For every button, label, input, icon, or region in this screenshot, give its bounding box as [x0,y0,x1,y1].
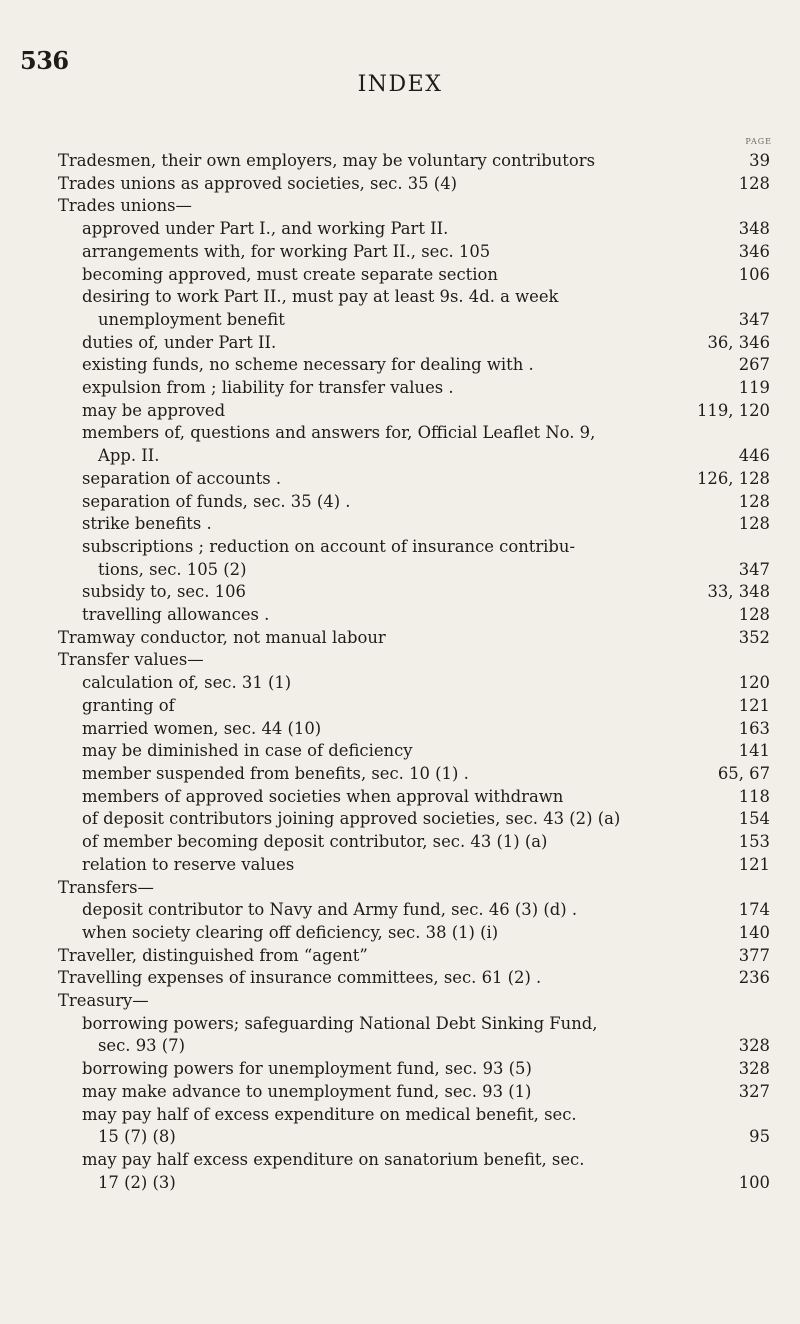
entry-text: calculation of, sec. 31 (1) [82,673,292,693]
entry-text: unemployment benefit [98,309,285,329]
entry-page-ref: 154 [738,809,770,829]
entry-page-ref: 327 [738,1081,770,1101]
entry-page-ref: 118 [738,786,770,806]
entry-page-ref: 347 [738,559,770,579]
entry-text: sec. 93 (7) [98,1036,185,1056]
entry-text: Transfers— [58,877,154,897]
entry-text: members of, questions and answers for, Official Leaflet No. 9, [82,423,596,443]
index-subentry [58,831,770,854]
page-column-label: PAGE [745,137,772,146]
index-subentry [58,1081,770,1104]
index-subentry [58,1104,770,1127]
entry-text: when society clearing off deficiency, sec. 38 (1) (i) [82,922,499,942]
entry-page-ref: 33, 348 [707,582,770,602]
entry-text: may make advance to unemployment fund, sec. 93 (1) [82,1081,532,1101]
index-heading [58,877,770,900]
entry-text: becoming approved, must create separate section [82,264,498,284]
index-subentry [58,536,770,559]
index-heading [58,945,770,968]
entry-text: Trades unions as approved societies, sec. 35 (4) [58,173,458,193]
entry-page-ref: 95 [749,1127,770,1147]
entry-page-ref: 141 [738,741,770,761]
index-subentry [58,491,770,514]
entry-text: borrowing powers for unemployment fund, sec. 93 (5) [82,1059,532,1079]
index-heading [58,195,770,218]
page-number: 536 [20,46,69,75]
index-subentry [58,1058,770,1081]
index-heading [58,627,770,650]
index-subentry [58,1035,770,1058]
entry-page-ref: 100 [738,1172,770,1192]
entry-page-ref: 126, 128 [697,468,770,488]
entry-page-ref: 140 [738,922,770,942]
index-subentry [58,718,770,741]
entry-page-ref: 328 [738,1059,770,1079]
entry-text: deposit contributor to Navy and Army fund, sec. 46 (3) (d) . [82,900,578,920]
index-heading [58,967,770,990]
entry-page-ref: 328 [738,1036,770,1056]
entry-text: relation to reserve values [82,854,295,874]
entry-page-ref: 36, 346 [707,332,770,352]
entry-text: may pay half excess expenditure on sanatorium benefit, sec. [82,1149,585,1169]
entry-page-ref: 446 [738,446,770,466]
index-subentry [58,377,770,400]
entry-text: Tramway conductor, not manual labour [58,627,386,647]
index-subentry [58,786,770,809]
index-subentry [58,513,770,536]
entry-text: Trades unions— [58,196,192,216]
entry-page-ref: 348 [738,219,770,239]
index-heading [58,173,770,196]
entry-page-ref: 128 [738,514,770,534]
index-subentry [58,354,770,377]
index-subentry [58,899,770,922]
entry-page-ref: 346 [738,241,770,261]
index-heading [58,990,770,1013]
index-subentry [58,695,770,718]
index-subentry [58,581,770,604]
entry-text: duties of, under Part II. [82,332,277,352]
index-subentry [58,672,770,695]
entry-text: travelling allowances . [82,605,270,625]
entry-page-ref: 236 [738,968,770,988]
entry-page-ref: 174 [738,900,770,920]
index-subentry [58,445,770,468]
index-entries [58,150,770,1194]
entry-text: may be approved [82,400,226,420]
entry-text: existing funds, no scheme necessary for dealing with . [82,355,534,375]
entry-text: Travelling expenses of insurance committees, sec. 61 (2) . [58,968,542,988]
entry-text: 17 (2) (3) [98,1172,176,1192]
index-subentry [58,808,770,831]
entry-page-ref: 120 [738,673,770,693]
entry-text: subscriptions ; reduction on account of insurance contribu- [82,536,576,556]
index-subentry [58,1126,770,1149]
entry-text: married women, sec. 44 (10) [82,718,322,738]
index-subentry [58,604,770,627]
entry-text: Treasury— [58,991,149,1011]
index-subentry [58,286,770,309]
entry-page-ref: 163 [738,718,770,738]
entry-page-ref: 121 [738,854,770,874]
entry-page-ref: 39 [749,151,770,170]
entry-text: App. II. [98,446,160,466]
entry-page-ref: 153 [738,832,770,852]
index-subentry [58,1149,770,1172]
index-subentry [58,309,770,332]
entry-text: may be diminished in case of deficiency [82,741,413,761]
entry-text: approved under Part I., and working Part II. [82,219,449,239]
index-subentry [58,922,770,945]
index-subentry [58,1172,770,1195]
entry-text: may pay half of excess expenditure on medical benefit, sec. [82,1104,577,1124]
entry-page-ref: 119 [738,378,770,398]
entry-page-ref: 347 [738,309,770,329]
running-head: INDEX [357,72,443,97]
entry-page-ref: 377 [738,945,770,965]
entry-text: granting of [82,695,175,715]
entry-text: of deposit contributors joining approved societies, sec. 43 (2) (a) [82,809,621,829]
entry-page-ref: 128 [738,605,770,625]
entry-page-ref: 128 [738,491,770,511]
entry-text: separation of accounts . [82,468,282,488]
entry-text: borrowing powers; safeguarding National Debt Sinking Fund, [82,1013,598,1033]
entry-text: members of approved societies when approval withdrawn [82,786,564,806]
entry-page-ref: 352 [738,627,770,647]
entry-text: 15 (7) (8) [98,1127,176,1147]
index-subentry [58,218,770,241]
entry-text: member suspended from benefits, sec. 10 (1) . [82,763,469,783]
entry-text: of member becoming deposit contributor, sec. 43 (1) (a) [82,832,548,852]
entry-page-ref: 106 [738,264,770,284]
entry-text: separation of funds, sec. 35 (4) . [82,491,351,511]
index-subentry [58,854,770,877]
entry-text: Tradesmen, their own employers, may be voluntary contributors [58,151,595,170]
index-subentry [58,400,770,423]
entry-text: arrangements with, for working Part II., sec. 105 [82,241,491,261]
index-subentry [58,468,770,491]
entry-text: desiring to work Part II., must pay at least 9s. 4d. a week [82,287,559,307]
index-subentry [58,264,770,287]
entry-page-ref: 65, 67 [717,763,770,783]
entry-page-ref: 128 [738,173,770,193]
index-heading [58,649,770,672]
index-subentry [58,1013,770,1036]
entry-text: Transfer values— [58,650,204,670]
entry-text: Traveller, distinguished from “agent” [58,945,368,965]
index-subentry [58,763,770,786]
index-subentry [58,559,770,582]
index-subentry [58,740,770,763]
entry-text: subsidy to, sec. 106 [82,582,246,602]
entry-page-ref: 121 [738,695,770,715]
index-heading [58,150,770,173]
index-subentry [58,332,770,355]
entry-page-ref: 267 [738,355,770,375]
index-subentry [58,422,770,445]
entry-text: tions, sec. 105 (2) [98,559,247,579]
index-subentry [58,241,770,264]
entry-text: strike benefits . [82,514,212,534]
entry-text: expulsion from ; liability for transfer values . [82,378,454,398]
entry-page-ref: 119, 120 [697,400,770,420]
